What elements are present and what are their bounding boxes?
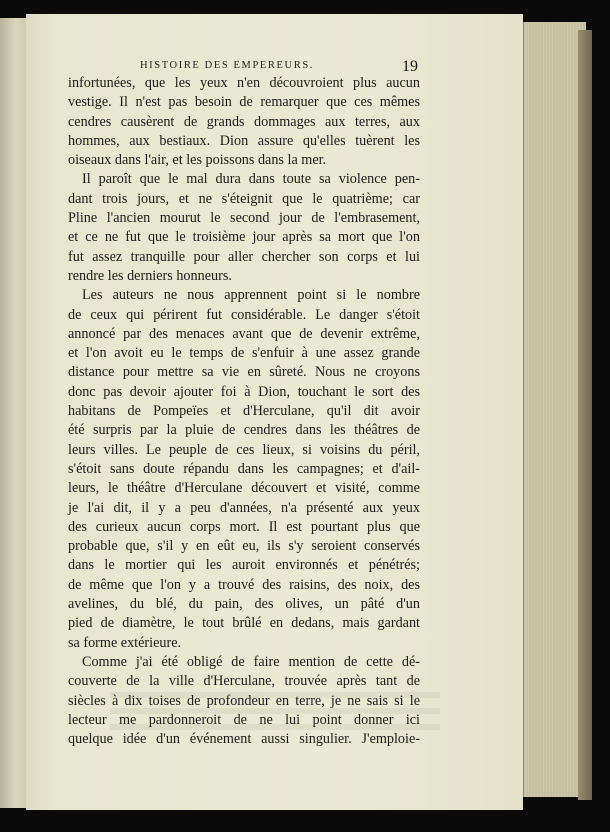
text-line: pied de diamètre, le tout brûlé en dedans, mais gardant bbox=[68, 615, 420, 632]
body-text bbox=[68, 74, 420, 749]
text-line: siècles à dix toises de profondeur en terre, je ne sais si le bbox=[68, 692, 420, 709]
book-cover-edge bbox=[578, 30, 592, 800]
facing-page-edge bbox=[0, 18, 27, 808]
text-line: leurs, le théâtre d'Herculane découvert et visité, comme bbox=[68, 480, 420, 497]
text-line: dans le mortier qui les auroit environnés et pénétrés; bbox=[68, 557, 420, 574]
text-line: Il paroît que le mal dura dans toute sa violence pen- bbox=[82, 171, 420, 188]
text-line: infortunées, que les yeux n'en découvroient plus aucun bbox=[68, 75, 420, 91]
text-line: de ceux qui périrent fut considérable. Le danger s'étoit bbox=[68, 306, 420, 323]
text-line: vestige. Il n'est pas besoin de remarquer que ces mêmes bbox=[68, 94, 420, 111]
text-line: et l'on avoit eu le temps de s'enfuir à une assez grande bbox=[68, 345, 420, 362]
text-line: je l'ai dit, il y a peu d'années, n'a présenté aux yeux bbox=[68, 499, 420, 516]
text-line: rendre les derniers honneurs. bbox=[68, 267, 232, 284]
text-line: dant trois jours, et ne s'éteignit que le quatrième; car bbox=[68, 190, 420, 207]
text-line: et ce ne fut que le troisième jour après sa mort que l'on bbox=[68, 229, 420, 246]
text-line: annoncé par des menaces avant que de devenir extrême, bbox=[68, 325, 420, 342]
text-line: oiseaux dans l'air, et les poissons dans la mer. bbox=[68, 152, 327, 169]
text-line: fut assez tranquille pour aller chercher son corps et lui bbox=[68, 248, 420, 265]
text-line: avelines, du blé, du pain, des olives, un pâté d'un bbox=[68, 596, 420, 613]
page-block-edges bbox=[523, 22, 586, 797]
text-line: hommes, aux bestiaux. Dion assure qu'elles tuèrent les bbox=[68, 132, 420, 149]
text-line: probable que, s'il y en eût eu, ils s'y seroient conservés bbox=[68, 538, 420, 555]
text-line: quelque idée d'un événement aussi singulier. J'emploie- bbox=[68, 731, 420, 748]
text-line: de même que l'on y a trouvé des raisins, des noix, des bbox=[68, 576, 420, 593]
page-number: 19 bbox=[402, 58, 418, 75]
running-head: HISTOIRE DES EMPEREURS. bbox=[140, 60, 314, 71]
text-line: cendres causèrent de grands dommages aux terres, aux bbox=[68, 113, 420, 130]
text-line: distance pour mettre sa vie en sûreté. Nous ne croyons bbox=[68, 364, 420, 381]
text-line: donc pas devoir ajouter foi à Dion, touchant le sort des bbox=[68, 383, 420, 400]
text-line: été surpris par la pluie de cendres dans les théâtres de bbox=[68, 422, 420, 439]
text-line: Comme j'ai été obligé de faire mention de cette dé- bbox=[82, 653, 420, 670]
text-line: couverte de la ville d'Herculane, trouvée après tant de bbox=[68, 673, 420, 690]
text-line: leurs villes. Le peuple de ces lieux, si voisins du péril, bbox=[68, 441, 420, 458]
text-line: sa forme extérieure. bbox=[68, 634, 182, 651]
text-line: Les auteurs ne nous apprennent point si le nombre bbox=[82, 287, 420, 304]
text-line: des curieux aucun corps mort. Il est pourtant plus que bbox=[68, 518, 420, 535]
text-line: lecteur me pardonneroit de ne lui point donner ici bbox=[68, 711, 420, 728]
text-line: Pline l'ancien mourut le second jour de l'embrasement, bbox=[68, 210, 420, 227]
text-line: habitans de Pompeïes et d'Herculane, qu'il dit avoir bbox=[68, 403, 420, 420]
text-line: s'étoit sans doute répandu dans les campagnes; et d'ail- bbox=[68, 460, 420, 477]
